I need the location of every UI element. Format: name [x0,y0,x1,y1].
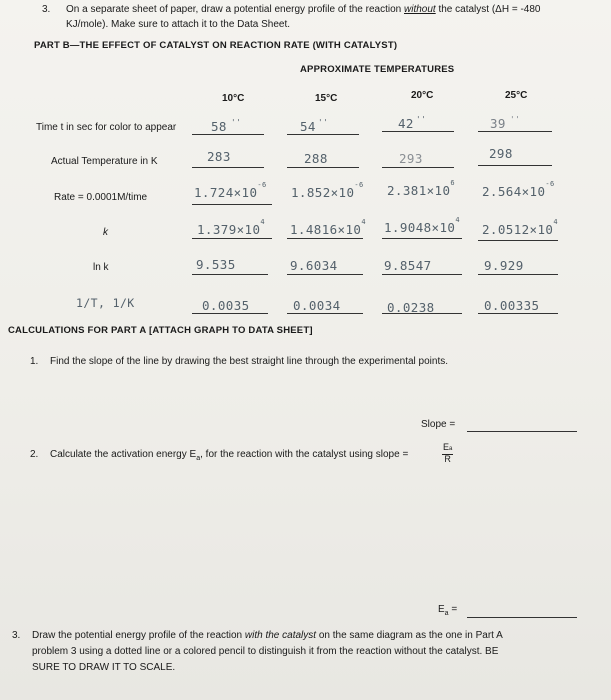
invt-20c-value: 0.0238 [387,300,435,315]
time-10c-value: 58 '' [211,118,242,134]
q3-number: 3. [12,630,21,641]
lnk-15c-value: 9.6034 [290,258,338,273]
q3-top-line1: On a separate sheet of paper, draw a potential energy profile of the reaction without the catalyst (ΔH = -480 [66,4,541,15]
q1-number: 1. [30,356,39,367]
k-25c-value: $2.0512\times 10^4$ [482,218,558,237]
time-20c-value: 42 '' [398,115,427,131]
time-15c-value: 54 '' [300,118,329,134]
rate-25c-value: $2.564\times 10^{-6}$ [482,180,555,199]
lnk-10c-value: 9.535 [196,257,236,272]
q3-top-line2: KJ/mole). Make sure to attach it to the Data Sheet. [66,19,290,30]
time-25c-value: 39 '' [490,115,521,131]
q2-number: 2. [30,449,39,460]
tempk-25c-value: 298 [489,146,513,161]
lnk-25c-value: 9.929 [484,258,524,273]
row-label-k: k [103,227,108,238]
q2-fraction: $\frac{Ea}{R}$ [443,442,453,464]
temp-header-25: 25°C [505,90,528,101]
row-label-time: Time t in sec for color to appear [36,122,177,133]
slope-label: Slope = [421,419,456,430]
ea-label: $E_a$ = [438,604,458,617]
k-15c-value: $1.4816\times 10^4$ [290,218,366,237]
temp-header-20: 20°C [411,90,434,101]
q2-text: Calculate the activation energy $E_a$, for the reaction with the catalyst using slope = [50,449,409,462]
invt-10c-value: 0.0035 [202,298,250,313]
invt-15c-value: 0.0034 [293,298,341,313]
row-label-rate: Rate = 0.0001M/time [54,192,148,203]
temp-header-10: 10°C [222,93,245,104]
rate-20c-value: $2.381\times 10^6$ [387,179,456,198]
q3-line2: problem 3 using a dotted line or a colored pencil to distinguish it from the reaction without the catalyst. BE [32,646,499,657]
calc-title: CALCULATIONS FOR PART A [ATTACH GRAPH TO DATA SHEET] [8,325,313,336]
rate-10c-value: $1.724\times 10^{-6}$ [194,181,267,200]
lnk-20c-value: 9.8547 [384,258,432,273]
q3-top-number: 3. [42,4,51,15]
q1-text: Find the slope of the line by drawing the best straight line through the experimental points. [50,356,449,367]
k-10c-value: $1.379\times 10^4$ [197,218,266,237]
row-label-lnk: ln k [93,262,109,273]
tempk-15c-value: 288 [304,151,328,166]
row-label-temp-k: Actual Temperature in K [51,156,158,167]
tempk-10c-value: 283 [207,149,231,164]
approx-temps-title: APPROXIMATE TEMPERATURES [300,64,455,75]
q3-line1: Draw the potential energy profile of the reaction with the catalyst on the same diagram as the one in Part A [32,630,503,641]
tempk-20c-value: 293 [399,151,423,166]
q3-line3: SURE TO DRAW IT TO SCALE. [32,662,176,673]
invt-25c-value: 0.00335 [484,298,540,313]
temp-header-15: 15°C [315,93,338,104]
k-20c-value: $1.9048\times 10^4$ [384,216,460,235]
row-label-inv-t: 1/T, 1/K [76,296,135,310]
part-b-title: PART B—THE EFFECT OF CATALYST ON REACTION RATE (WITH CATALYST) [34,40,398,51]
rate-15c-value: $1.852\times 10^{-6}$ [291,181,364,200]
